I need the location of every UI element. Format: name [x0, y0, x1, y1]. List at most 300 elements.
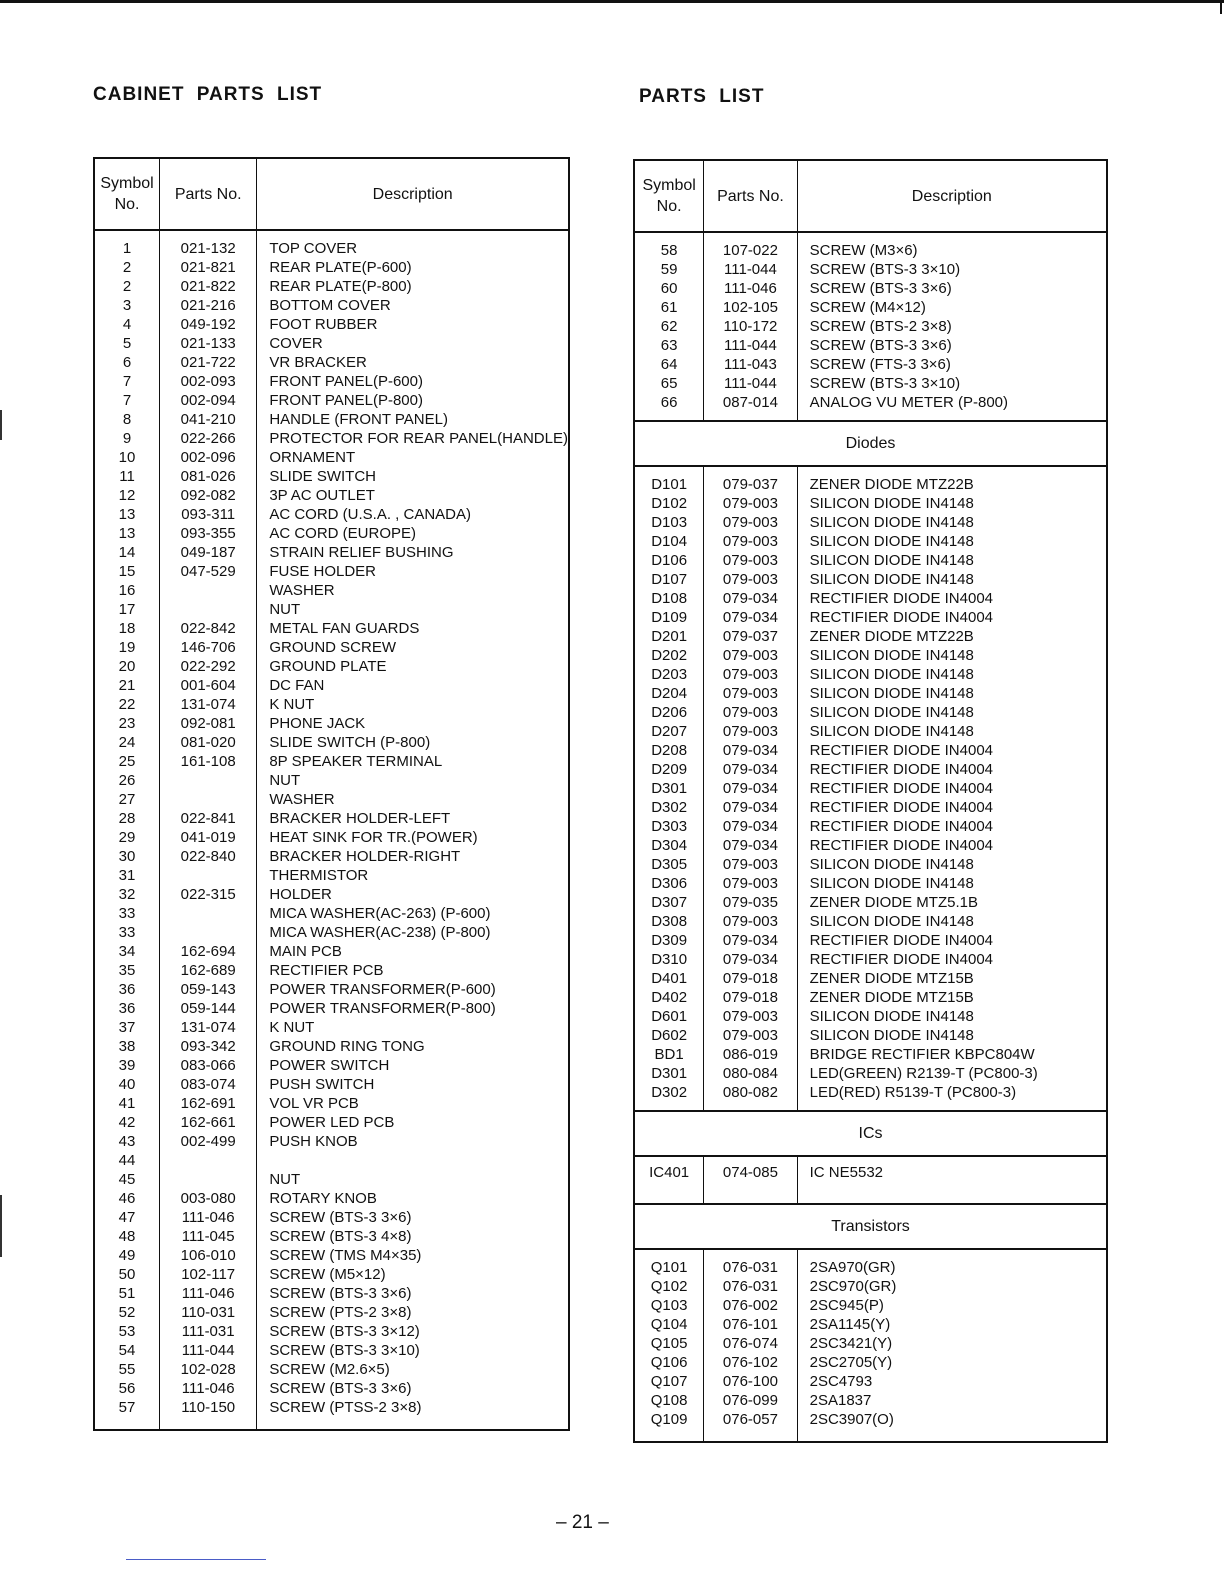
- parts-no-cell: 162-661: [160, 1113, 257, 1132]
- spacer-row: [634, 1429, 1107, 1442]
- description-cell: SILICON DIODE IN4148: [797, 570, 1107, 589]
- table-row: [634, 1258, 1107, 1277]
- parts-no-cell: [160, 771, 257, 790]
- symbol-no-header: Symbol No.: [94, 158, 160, 230]
- table-row: [634, 336, 1107, 355]
- symbol-no-cell: 14: [94, 543, 160, 562]
- parts-no-cell: 102-117: [160, 1265, 257, 1284]
- table-row: [94, 790, 569, 809]
- parts-no-cell: 111-046: [160, 1379, 257, 1398]
- symbol-no-cell: Q107: [634, 1372, 704, 1391]
- table-row: [94, 904, 569, 923]
- parts-no-cell: 079-003: [704, 665, 797, 684]
- symbol-no-cell: 4: [94, 315, 160, 334]
- table-row: [94, 847, 569, 866]
- parts-no-cell: 079-003: [704, 722, 797, 741]
- symbol-no-cell: 15: [94, 562, 160, 581]
- parts-no-cell: 002-093: [160, 372, 257, 391]
- spacer-cell: [797, 412, 1107, 421]
- symbol-no-cell: Q109: [634, 1410, 704, 1429]
- description-cell: REAR PLATE(P-800): [257, 277, 569, 296]
- parts-no-cell: 161-108: [160, 752, 257, 771]
- spacer-cell: [634, 1102, 704, 1111]
- symbol-no-cell: 2: [94, 258, 160, 277]
- parts-no-cell: 162-689: [160, 961, 257, 980]
- table-row: [634, 1064, 1107, 1083]
- symbol-no-cell: D307: [634, 893, 704, 912]
- parts-no-cell: 093-311: [160, 505, 257, 524]
- table-row: [94, 1227, 569, 1246]
- parts-no-cell: 079-018: [704, 969, 797, 988]
- symbol-no-cell: BD1: [634, 1045, 704, 1064]
- spacer-row: [94, 1417, 569, 1430]
- description-cell: SILICON DIODE IN4148: [797, 874, 1107, 893]
- description-cell: SILICON DIODE IN4148: [797, 855, 1107, 874]
- parts-no-cell: 111-044: [160, 1341, 257, 1360]
- description-cell: SCREW (BTS-3 3×10): [257, 1341, 569, 1360]
- parts-no-cell: 092-082: [160, 486, 257, 505]
- symbol-no-cell: 41: [94, 1094, 160, 1113]
- table-row: [634, 260, 1107, 279]
- symbol-no-cell: 39: [94, 1056, 160, 1075]
- description-cell: FUSE HOLDER: [257, 562, 569, 581]
- parts-no-cell: 079-034: [704, 779, 797, 798]
- table-row: [634, 817, 1107, 836]
- top-border-line: [0, 0, 1224, 3]
- symbol-no-cell: IC401: [634, 1156, 704, 1204]
- table-row: [634, 298, 1107, 317]
- parts-no-cell: 076-101: [704, 1315, 797, 1334]
- description-cell: SCREW (BTS-3 3×10): [797, 374, 1107, 393]
- parts-no-cell: 079-037: [704, 475, 797, 494]
- table-row: [634, 513, 1107, 532]
- table-row: [94, 372, 569, 391]
- parts-no-header: Parts No.: [160, 158, 257, 230]
- right-edge-mark: [1220, 0, 1222, 14]
- table-row: [94, 1037, 569, 1056]
- description-cell: ROTARY KNOB: [257, 1189, 569, 1208]
- parts-no-cell: 093-355: [160, 524, 257, 543]
- symbol-no-cell: 33: [94, 923, 160, 942]
- symbol-no-cell: 21: [94, 676, 160, 695]
- table-row: [634, 241, 1107, 260]
- parts-no-cell: 076-102: [704, 1353, 797, 1372]
- description-cell: THERMISTOR: [257, 866, 569, 885]
- table-row: [94, 1170, 569, 1189]
- symbol-no-cell: D204: [634, 684, 704, 703]
- symbol-no-cell: 62: [634, 317, 704, 336]
- parts-no-cell: 131-074: [160, 695, 257, 714]
- symbol-no-cell: 9: [94, 429, 160, 448]
- parts-no-cell: 111-044: [704, 374, 797, 393]
- parts-no-cell: 079-003: [704, 874, 797, 893]
- table-row: [94, 1151, 569, 1170]
- table-row: [94, 296, 569, 315]
- spacer-row: [634, 466, 1107, 475]
- symbol-no-cell: 56: [94, 1379, 160, 1398]
- table-row: [94, 1246, 569, 1265]
- symbol-no-cell: D601: [634, 1007, 704, 1026]
- parts-no-cell: 079-018: [704, 988, 797, 1007]
- table-row: [634, 393, 1107, 412]
- description-cell: 2SC970(GR): [797, 1277, 1107, 1296]
- parts-no-cell: 022-315: [160, 885, 257, 904]
- parts-no-cell: 110-150: [160, 1398, 257, 1417]
- parts-no-cell: 092-081: [160, 714, 257, 733]
- symbol-no-cell: 28: [94, 809, 160, 828]
- description-cell: SILICON DIODE IN4148: [797, 494, 1107, 513]
- symbol-no-cell: 64: [634, 355, 704, 374]
- parts-no-cell: 059-144: [160, 999, 257, 1018]
- table-row: [634, 1083, 1107, 1102]
- table-row: [634, 950, 1107, 969]
- table-row: [94, 714, 569, 733]
- symbol-no-cell: 16: [94, 581, 160, 600]
- table-row: [94, 258, 569, 277]
- spacer-cell: [704, 1102, 797, 1111]
- description-cell: RECTIFIER DIODE IN4004: [797, 589, 1107, 608]
- description-cell: SLIDE SWITCH (P-800): [257, 733, 569, 752]
- description-cell: K NUT: [257, 1018, 569, 1037]
- symbol-no-cell: 26: [94, 771, 160, 790]
- table-row: [634, 779, 1107, 798]
- description-cell: 2SC3421(Y): [797, 1334, 1107, 1353]
- description-cell: MICA WASHER(AC-238) (P-800): [257, 923, 569, 942]
- parts-no-cell: 079-034: [704, 950, 797, 969]
- table-row: [94, 1094, 569, 1113]
- parts-no-cell: 076-100: [704, 1372, 797, 1391]
- table-row: [634, 608, 1107, 627]
- description-cell: 2SA1145(Y): [797, 1315, 1107, 1334]
- symbol-no-cell: D209: [634, 760, 704, 779]
- symbol-no-cell: 25: [94, 752, 160, 771]
- parts-no-cell: 022-292: [160, 657, 257, 676]
- parts-no-cell: 041-019: [160, 828, 257, 847]
- symbol-no-cell: 23: [94, 714, 160, 733]
- parts-no-cell: [160, 581, 257, 600]
- symbol-no-cell: 11: [94, 467, 160, 486]
- symbol-no-header: Symbol No.: [634, 160, 704, 232]
- parts-no-cell: 079-034: [704, 817, 797, 836]
- symbol-no-cell: 5: [94, 334, 160, 353]
- symbol-no-cell: D305: [634, 855, 704, 874]
- parts-no-cell: 080-084: [704, 1064, 797, 1083]
- table-row: [94, 1018, 569, 1037]
- spacer-cell: [797, 232, 1107, 241]
- symbol-no-cell: 35: [94, 961, 160, 980]
- table-row: [634, 355, 1107, 374]
- description-cell: SCREW (M4×12): [797, 298, 1107, 317]
- description-cell: PHONE JACK: [257, 714, 569, 733]
- symbol-no-cell: D303: [634, 817, 704, 836]
- symbol-no-cell: 40: [94, 1075, 160, 1094]
- table-row: [94, 695, 569, 714]
- symbol-no-cell: 22: [94, 695, 160, 714]
- parts-no-cell: 111-044: [704, 336, 797, 355]
- description-cell: SCREW (BTS-3 3×6): [257, 1208, 569, 1227]
- table-row: [94, 657, 569, 676]
- parts-no-cell: 102-105: [704, 298, 797, 317]
- table-row: [634, 665, 1107, 684]
- description-cell: 2SC945(P): [797, 1296, 1107, 1315]
- parts-no-cell: 079-035: [704, 893, 797, 912]
- spacer-row: [94, 230, 569, 239]
- table-row: [634, 1315, 1107, 1334]
- description-cell: SILICON DIODE IN4148: [797, 1026, 1107, 1045]
- parts-no-cell: [160, 866, 257, 885]
- description-header: Description: [257, 158, 569, 230]
- symbol-no-cell: 1: [94, 239, 160, 258]
- symbol-no-cell: D402: [634, 988, 704, 1007]
- parts-list-table: [633, 159, 1108, 1443]
- symbol-no-cell: Q106: [634, 1353, 704, 1372]
- table-row: [94, 771, 569, 790]
- description-cell: RECTIFIER DIODE IN4004: [797, 779, 1107, 798]
- table-row: [94, 1189, 569, 1208]
- parts-no-cell: 079-003: [704, 855, 797, 874]
- bottom-underline-mark: [126, 1559, 266, 1560]
- symbol-no-cell: 61: [634, 298, 704, 317]
- description-cell: NUT: [257, 771, 569, 790]
- spacer-cell: [797, 1429, 1107, 1442]
- symbol-no-cell: 38: [94, 1037, 160, 1056]
- parts-no-cell: 049-187: [160, 543, 257, 562]
- table-row: [94, 1341, 569, 1360]
- transistors-section-header-title: Transistors: [634, 1204, 1107, 1249]
- spacer-cell: [704, 1249, 797, 1258]
- symbol-no-cell: 45: [94, 1170, 160, 1189]
- table-row: [634, 589, 1107, 608]
- description-cell: SILICON DIODE IN4148: [797, 703, 1107, 722]
- description-cell: STRAIN RELIEF BUSHING: [257, 543, 569, 562]
- symbol-no-cell: D104: [634, 532, 704, 551]
- description-cell: SILICON DIODE IN4148: [797, 684, 1107, 703]
- parts-no-cell: 111-046: [160, 1208, 257, 1227]
- table-row: [634, 855, 1107, 874]
- description-cell: SCREW (PTSS-2 3×8): [257, 1398, 569, 1417]
- parts-no-cell: 079-003: [704, 570, 797, 589]
- description-cell: TOP COVER: [257, 239, 569, 258]
- table-header-row: [94, 158, 569, 230]
- symbol-no-cell: Q105: [634, 1334, 704, 1353]
- description-cell: SCREW (FTS-3 3×6): [797, 355, 1107, 374]
- parts-no-cell: 083-066: [160, 1056, 257, 1075]
- symbol-no-cell: D207: [634, 722, 704, 741]
- parts-no-cell: 049-192: [160, 315, 257, 334]
- spacer-cell: [704, 1429, 797, 1442]
- description-cell: [257, 1151, 569, 1170]
- spacer-row: [634, 1102, 1107, 1111]
- table-row: [634, 988, 1107, 1007]
- table-row: [94, 1398, 569, 1417]
- description-cell: SLIDE SWITCH: [257, 467, 569, 486]
- table-row: [94, 676, 569, 695]
- description-cell: RECTIFIER DIODE IN4004: [797, 931, 1107, 950]
- parts-no-cell: 079-034: [704, 608, 797, 627]
- parts-no-cell: 083-074: [160, 1075, 257, 1094]
- description-cell: 2SC2705(Y): [797, 1353, 1107, 1372]
- description-cell: SILICON DIODE IN4148: [797, 513, 1107, 532]
- parts-no-cell: 001-604: [160, 676, 257, 695]
- symbol-no-cell: D101: [634, 475, 704, 494]
- table-row: [94, 1208, 569, 1227]
- table-row: [94, 1322, 569, 1341]
- symbol-no-cell: 63: [634, 336, 704, 355]
- description-cell: COVER: [257, 334, 569, 353]
- symbol-no-cell: 17: [94, 600, 160, 619]
- parts-no-cell: 079-034: [704, 589, 797, 608]
- parts-no-cell: 079-003: [704, 551, 797, 570]
- symbol-no-cell: D208: [634, 741, 704, 760]
- description-cell: SILICON DIODE IN4148: [797, 665, 1107, 684]
- cabinet-parts-list-title: CABINET PARTS LIST: [93, 84, 323, 105]
- spacer-cell: [704, 232, 797, 241]
- symbol-no-cell: D108: [634, 589, 704, 608]
- symbol-no-cell: 34: [94, 942, 160, 961]
- parts-no-cell: 059-143: [160, 980, 257, 999]
- symbol-no-cell: D602: [634, 1026, 704, 1045]
- table-row: [94, 980, 569, 999]
- description-cell: BRIDGE RECTIFIER KBPC804W: [797, 1045, 1107, 1064]
- description-cell: RECTIFIER DIODE IN4004: [797, 760, 1107, 779]
- spacer-cell: [257, 1417, 569, 1430]
- table-row: [634, 1372, 1107, 1391]
- table-row: [94, 467, 569, 486]
- table-row: [634, 1045, 1107, 1064]
- symbol-no-cell: D102: [634, 494, 704, 513]
- table-row: [94, 353, 569, 372]
- description-cell: BRACKER HOLDER-LEFT: [257, 809, 569, 828]
- table-row: [94, 1360, 569, 1379]
- parts-no-cell: 079-003: [704, 1007, 797, 1026]
- description-cell: WASHER: [257, 581, 569, 600]
- parts-no-cell: 022-840: [160, 847, 257, 866]
- table-row: [94, 1303, 569, 1322]
- parts-no-cell: 021-822: [160, 277, 257, 296]
- description-cell: HOLDER: [257, 885, 569, 904]
- description-cell: SILICON DIODE IN4148: [797, 646, 1107, 665]
- spacer-cell: [797, 1249, 1107, 1258]
- symbol-no-cell: D107: [634, 570, 704, 589]
- symbol-no-cell: D302: [634, 798, 704, 817]
- table-row: [94, 315, 569, 334]
- table-row: [634, 874, 1107, 893]
- parts-no-cell: 080-082: [704, 1083, 797, 1102]
- page-number: – 21 –: [556, 1512, 609, 1533]
- description-cell: HANDLE (FRONT PANEL): [257, 410, 569, 429]
- table-row: [94, 866, 569, 885]
- left-edge-mark: [0, 410, 2, 440]
- table-row: [94, 1075, 569, 1094]
- parts-no-cell: [160, 600, 257, 619]
- table-row: [94, 600, 569, 619]
- parts-no-cell: 003-080: [160, 1189, 257, 1208]
- spacer-cell: [94, 1417, 160, 1430]
- table-row: [94, 391, 569, 410]
- description-cell: METAL FAN GUARDS: [257, 619, 569, 638]
- table-row: [94, 809, 569, 828]
- parts-no-cell: 079-003: [704, 912, 797, 931]
- spacer-cell: [94, 230, 160, 239]
- parts-no-cell: 146-706: [160, 638, 257, 657]
- description-cell: AC CORD (EUROPE): [257, 524, 569, 543]
- table-row: [94, 1265, 569, 1284]
- symbol-no-cell: 30: [94, 847, 160, 866]
- symbol-no-cell: 66: [634, 393, 704, 412]
- symbol-no-cell: 54: [94, 1341, 160, 1360]
- description-cell: SCREW (BTS-3 3×6): [797, 279, 1107, 298]
- parts-no-cell: 079-003: [704, 494, 797, 513]
- table-row: [634, 317, 1107, 336]
- parts-no-cell: [160, 790, 257, 809]
- description-cell: FRONT PANEL(P-800): [257, 391, 569, 410]
- description-cell: PUSH KNOB: [257, 1132, 569, 1151]
- table-row: [634, 475, 1107, 494]
- description-cell: ANALOG VU METER (P-800): [797, 393, 1107, 412]
- table-row: [634, 684, 1107, 703]
- parts-no-cell: 002-094: [160, 391, 257, 410]
- table-row: [634, 836, 1107, 855]
- symbol-no-cell: D106: [634, 551, 704, 570]
- description-cell: MAIN PCB: [257, 942, 569, 961]
- parts-no-cell: 162-691: [160, 1094, 257, 1113]
- symbol-no-cell: D310: [634, 950, 704, 969]
- table-row: [94, 562, 569, 581]
- description-cell: SCREW (PTS-2 3×8): [257, 1303, 569, 1322]
- parts-no-cell: 074-085: [704, 1156, 797, 1204]
- spacer-row: [634, 412, 1107, 421]
- ics-section-header-title: ICs: [634, 1111, 1107, 1156]
- table-row: [94, 733, 569, 752]
- parts-no-cell: 079-034: [704, 741, 797, 760]
- spacer-cell: [257, 230, 569, 239]
- description-cell: MICA WASHER(AC-263) (P-600): [257, 904, 569, 923]
- table-row: [94, 885, 569, 904]
- symbol-no-cell: 49: [94, 1246, 160, 1265]
- spacer-cell: [160, 1417, 257, 1430]
- description-cell: RECTIFIER PCB: [257, 961, 569, 980]
- parts-no-cell: 111-043: [704, 355, 797, 374]
- parts-list-body: [634, 232, 1107, 1442]
- description-cell: SCREW (M5×12): [257, 1265, 569, 1284]
- description-cell: NUT: [257, 600, 569, 619]
- table-row: [94, 1132, 569, 1151]
- description-cell: IC NE5532: [797, 1156, 1107, 1204]
- symbol-no-cell: D401: [634, 969, 704, 988]
- symbol-no-cell: 10: [94, 448, 160, 467]
- description-cell: NUT: [257, 1170, 569, 1189]
- description-cell: HEAT SINK FOR TR.(POWER): [257, 828, 569, 847]
- parts-no-cell: 021-132: [160, 239, 257, 258]
- parts-no-cell: [160, 904, 257, 923]
- symbol-no-cell: 29: [94, 828, 160, 847]
- transistors-section-header: [634, 1204, 1107, 1249]
- parts-no-cell: 021-133: [160, 334, 257, 353]
- description-cell: SCREW (TMS M4×35): [257, 1246, 569, 1265]
- description-cell: ORNAMENT: [257, 448, 569, 467]
- parts-no-cell: 047-529: [160, 562, 257, 581]
- table-row: [94, 1379, 569, 1398]
- description-cell: AC CORD (U.S.A. , CANADA): [257, 505, 569, 524]
- parts-no-cell: 079-003: [704, 684, 797, 703]
- table-row: [634, 1296, 1107, 1315]
- description-cell: POWER TRANSFORMER(P-800): [257, 999, 569, 1018]
- symbol-no-cell: 57: [94, 1398, 160, 1417]
- symbol-no-cell: Q103: [634, 1296, 704, 1315]
- symbol-no-cell: Q101: [634, 1258, 704, 1277]
- description-cell: ZENER DIODE MTZ5.1B: [797, 893, 1107, 912]
- symbol-no-cell: 31: [94, 866, 160, 885]
